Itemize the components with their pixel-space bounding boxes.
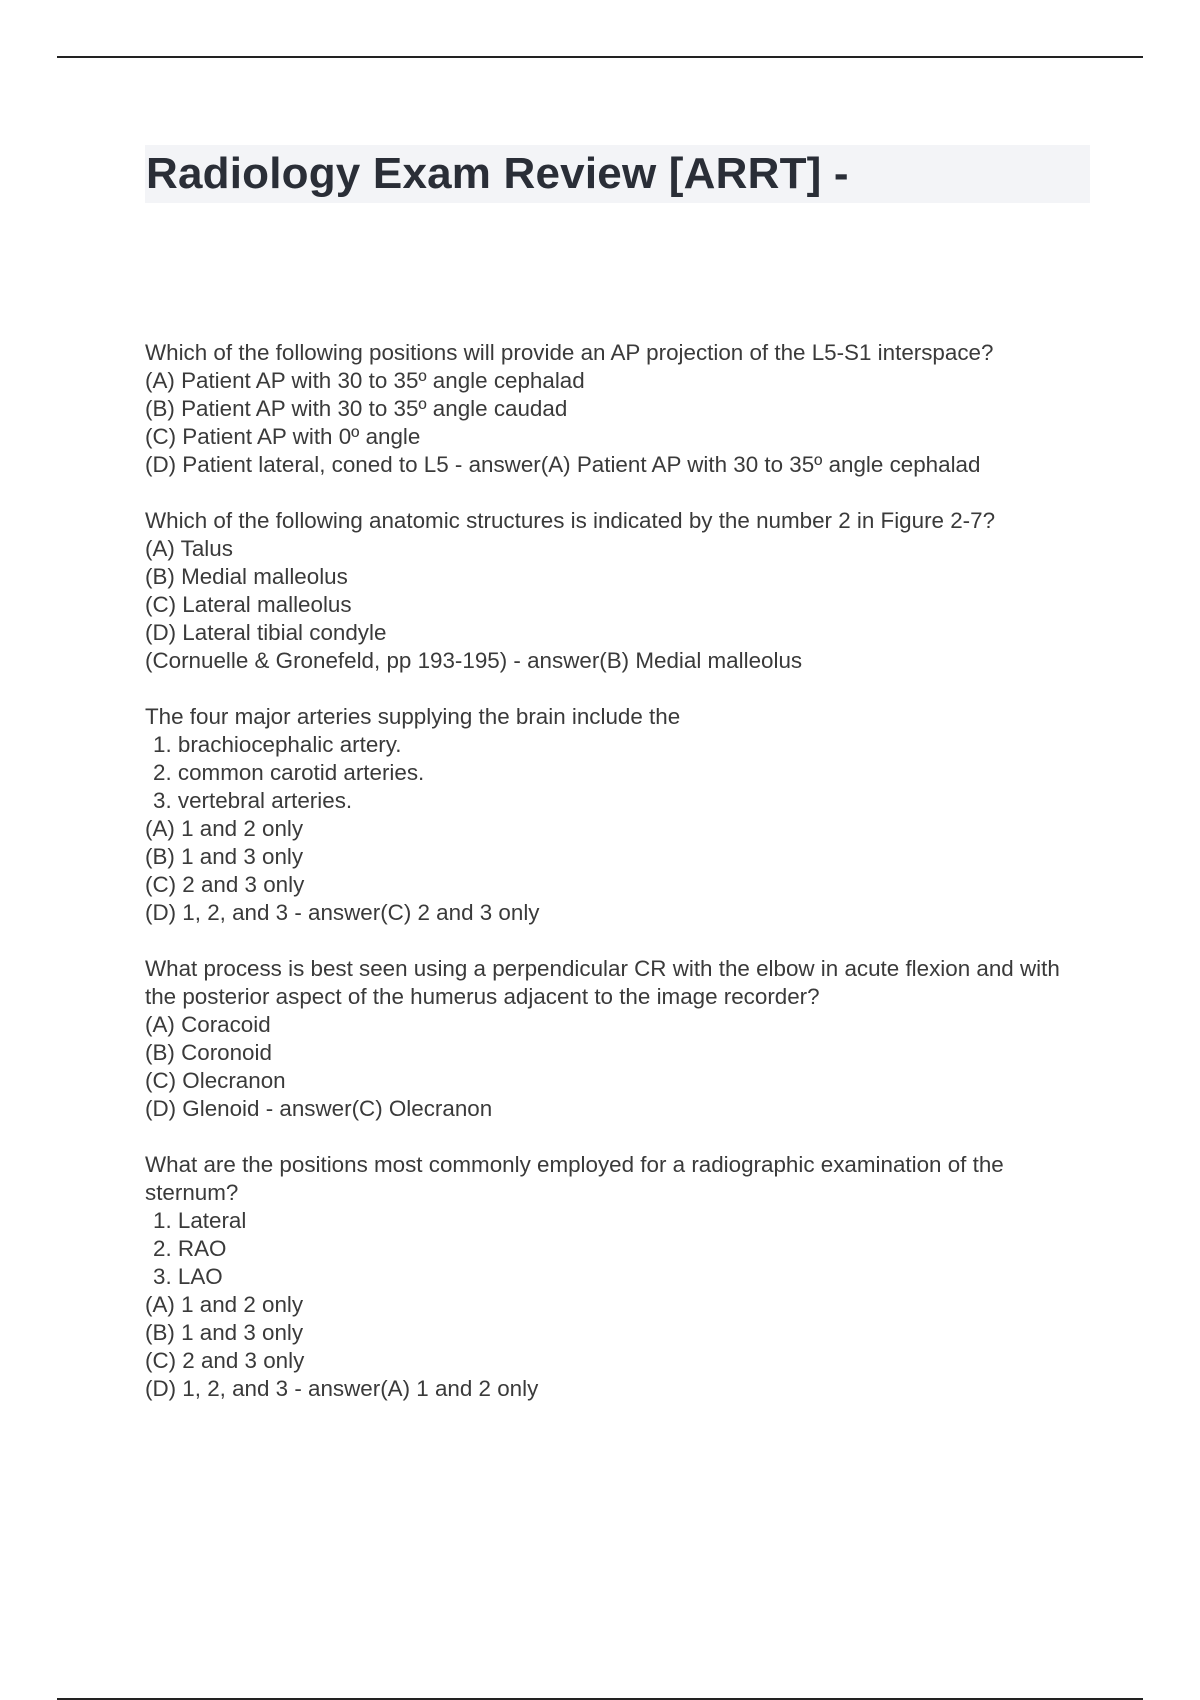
numbered-item: 2. common carotid arteries.: [153, 760, 425, 785]
option-a: (A) Coracoid: [145, 1012, 271, 1037]
option-d: (D) 1, 2, and 3: [145, 1376, 289, 1401]
option-d-answer-line: [145, 899, 1095, 927]
question-text: Which of the following positions will provide an AP projection of the L5-S1 interspace?: [145, 340, 994, 365]
option-c: (C) Olecranon: [145, 1068, 286, 1093]
answer-prefix: - answer: [448, 452, 541, 477]
question-text: What process is best seen using a perpendicular CR with the elbow in acute flexion and with the posterior aspect of the humerus adjacent to the image recorder?: [145, 956, 1060, 1009]
option-d: (D) 1, 2, and 3: [145, 900, 289, 925]
numbered-item: 3. LAO: [153, 1264, 223, 1289]
answer-text: (B) Medial malleolus: [599, 648, 803, 673]
answer-prefix: - answer: [507, 648, 600, 673]
reference-text: (Cornuelle & Gronefeld, pp 193-195): [145, 648, 508, 673]
answer-prefix: - answer: [288, 1376, 381, 1401]
question-block: [145, 1151, 1095, 1403]
numbered-item: 1. brachiocephalic artery.: [153, 732, 402, 757]
option-c: (C) Patient AP with 0º angle: [145, 424, 421, 449]
option-a: (A) Patient AP with 30 to 35º angle cephalad: [145, 368, 585, 393]
option-c: (C) 2 and 3 only: [145, 872, 305, 897]
option-d-answer-line: [145, 1095, 1095, 1123]
option-b: (B) Coronoid: [145, 1040, 272, 1065]
answer-prefix: - answer: [288, 900, 381, 925]
option-d: (D) Lateral tibial condyle: [145, 620, 387, 645]
option-d: (D) Patient lateral, coned to L5: [145, 452, 449, 477]
document-title: Radiology Exam Review [ARRT] -: [146, 149, 849, 198]
question-block: [145, 955, 1095, 1123]
option-d-answer-line: [145, 1375, 1095, 1403]
answer-text: (C) 2 and 3 only: [380, 900, 540, 925]
question-text: Which of the following anatomic structures is indicated by the number 2 in Figure 2-7?: [145, 508, 996, 533]
option-c: (C) 2 and 3 only: [145, 1348, 305, 1373]
reference-answer-line: [145, 647, 1095, 675]
question-block: [145, 703, 1095, 927]
answer-text: (A) 1 and 2 only: [380, 1376, 539, 1401]
option-c: (C) Lateral malleolus: [145, 592, 352, 617]
top-divider: [57, 56, 1143, 58]
numbered-item: 3. vertebral arteries.: [153, 788, 353, 813]
option-b: (B) Patient AP with 30 to 35º angle caudad: [145, 396, 568, 421]
question-text: What are the positions most commonly employed for a radiographic examination of the sternum?: [145, 1152, 1004, 1205]
question-block: [145, 339, 1095, 479]
numbered-item: 1. Lateral: [153, 1208, 247, 1233]
option-b: (B) 1 and 3 only: [145, 1320, 304, 1345]
option-d: (D) Glenoid: [145, 1096, 260, 1121]
option-a: (A) Talus: [145, 536, 233, 561]
answer-text: (A) Patient AP with 30 to 35º angle cephalad: [540, 452, 981, 477]
answer-text: (C) Olecranon: [351, 1096, 493, 1121]
option-b: (B) 1 and 3 only: [145, 844, 304, 869]
option-a: (A) 1 and 2 only: [145, 1292, 304, 1317]
option-d-answer-line: [145, 451, 1095, 479]
numbered-item: 2. RAO: [153, 1236, 227, 1261]
question-list: [145, 339, 1095, 1431]
option-b: (B) Medial malleolus: [145, 564, 348, 589]
question-text: The four major arteries supplying the brain include the: [145, 704, 681, 729]
option-a: (A) 1 and 2 only: [145, 816, 304, 841]
answer-prefix: - answer: [259, 1096, 352, 1121]
question-block: [145, 507, 1095, 675]
